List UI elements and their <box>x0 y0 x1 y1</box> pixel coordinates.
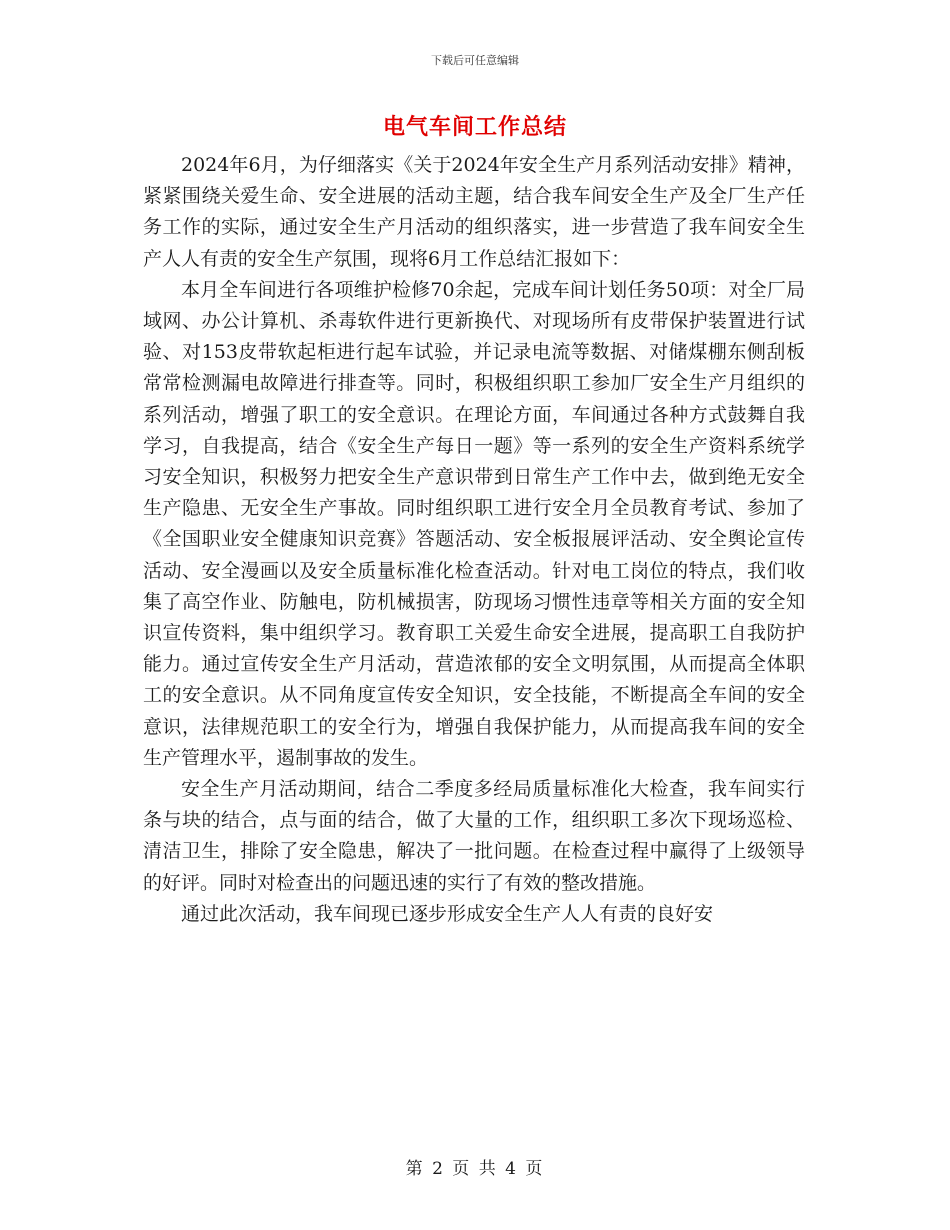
paragraph-inspection: 安全生产月活动期间，结合二季度多经局质量标准化大检查，我车间实行条与块的结合，点与面的结合，做了大量的工作，组织职工多次下现场巡检、清洁卫生，排除了安全隐患，解决了一批问题。在检查过程中赢得了上级领导的好评。同时对检查出的问题迅速的实行了有效的整改措施。 <box>143 778 805 894</box>
document-body <box>143 150 805 930</box>
paragraph-intro: 2024年6月，为仔细落实《关于2024年安全生产月系列活动安排》精神，紧紧围绕关爱生命、安全进展的活动主题，结合我车间安全生产及全厂生产任务工作的实际，通过安全生产月活动的组织落实，进一步营造了我车间安全生产人人有责的安全生产氛围，现将6月工作总结汇报如下： <box>143 154 805 270</box>
paragraph-maintenance: 本月全车间进行各项维护检修70余起，完成车间计划任务50项：对全厂局域网、办公计算机、杀毒软件进行更新换代、对现场所有皮带保护装置进行试验、对153皮带软起柜进行起车试验，并记录电流等数据、对储煤棚东侧刮板常常检测漏电故障进行排查等。同时，积极组织职工参加厂安全生产月组织的系列活动，增强了职工的安全意识。在理论方面，车间通过各种方式鼓舞自我学习，自我提高，结合《安全生产每日一题》等一系列的安全生产资料系统学习安全知识，积极努力把安全生产意识带到日常生产工作中去，做到绝无安全生产隐患、无安全生产事故。同时组织职工进行安全月全员教育考试、参加了《全国职业安全健康知识竞赛》答题活动、安全板报展评活动、安全舆论宣传活动、安全漫画以及安全质量标准化检查活动。针对电工岗位的特点，我们收集了高空作业、防触电，防机械损害，防现场习惯性违章等相关方面的安全知识宣传资料，集中组织学习。教育职工关爱生命安全进展，提高职工自我防护能力。通过宣传安全生产月活动，营造浓郁的安全文明氛围，从而提高全体职工的安全意识。从不同角度宣传安全知识，安全技能，不断提高全车间的安全意识，法律规范职工的安全行为，增强自我保护能力，从而提高我车间的安全生产管理水平，遏制事故的发生。 <box>143 278 805 769</box>
page-number-footer: 第 2 页 共 4 页 <box>405 1159 545 1179</box>
paragraph-conclusion: 通过此次活动，我车间现已逐步形成安全生产人人有责的良好安 <box>181 902 714 925</box>
header-note: 下载后可任意编辑 <box>431 54 519 67</box>
document-title: 电气车间工作总结 <box>382 114 567 140</box>
